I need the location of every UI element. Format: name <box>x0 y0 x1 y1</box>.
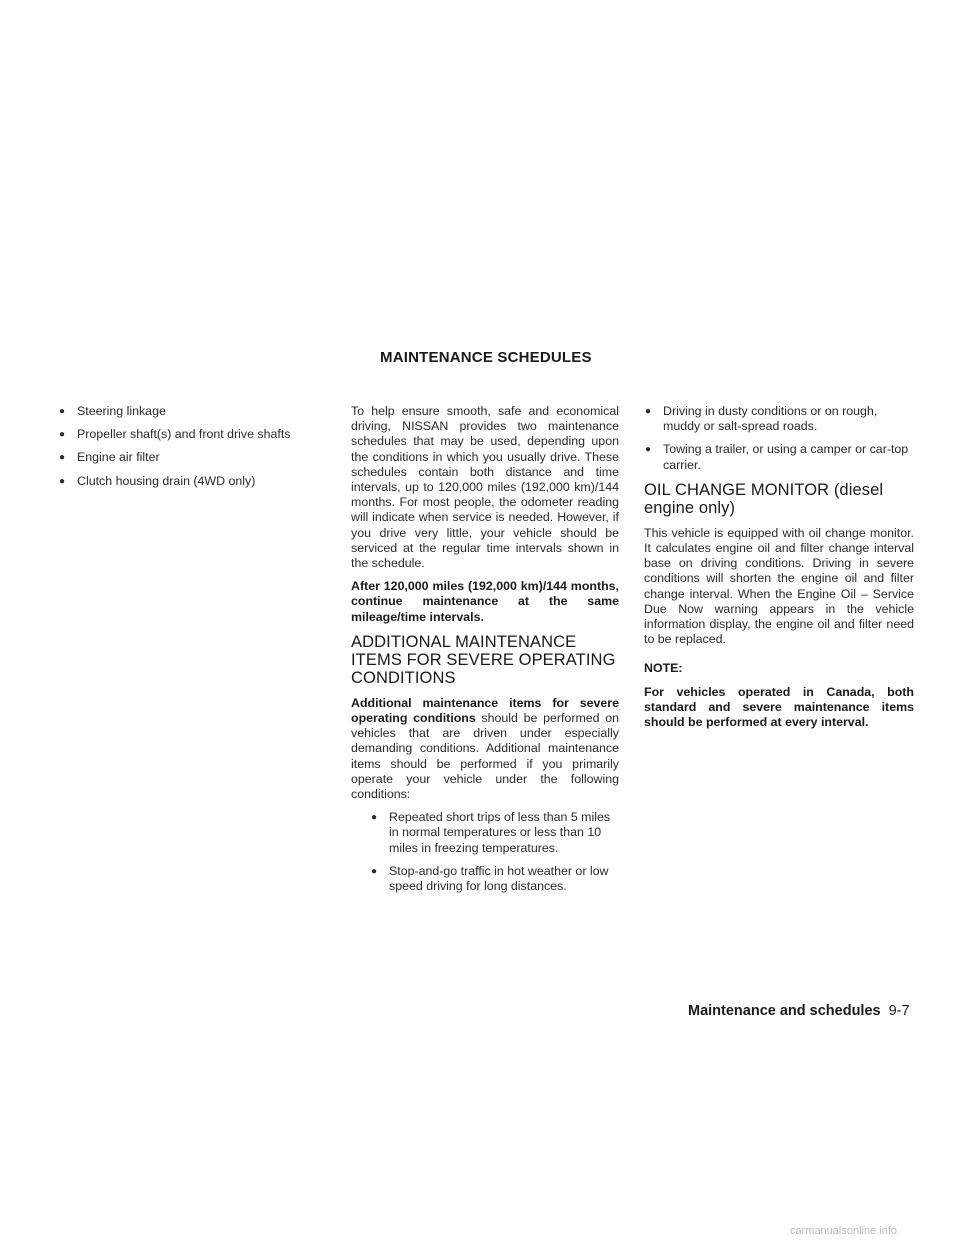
page-number: 9-7 <box>888 1003 910 1019</box>
page-footer <box>688 1003 910 1019</box>
list-item: ● Engine air filter <box>58 450 328 465</box>
bullet-list-col1 <box>58 404 328 489</box>
additional-items-lead: Additional maintenance items for severe operating conditions <box>351 695 619 726</box>
list-item: ● Clutch housing drain (4WD only) <box>58 474 328 489</box>
watermark: carmanualsonline.info <box>790 1225 898 1237</box>
intro-paragraph: To help ensure smooth, safe and economical driving, NISSAN provides two maintenance schedules that may be used, depending upon the conditions in which you usually drive. These schedules contain both distance and time intervals, up to 120,000 miles (192,000 km)/144 months. For most people, the odometer reading will indicate when service is needed. However, if you drive very little, your vehicle should be serviced at the regular time intervals shown in the schedule. <box>351 404 619 571</box>
footer-chapter: Maintenance and schedules <box>688 1003 881 1019</box>
list-item: ● Driving in dusty conditions or on rough, muddy or salt-spread roads. <box>644 404 914 434</box>
note-label: NOTE: <box>644 661 683 676</box>
additional-items-rest: should be performed on vehicles that are driven under especially demanding conditions. Additional maintenance items should be performed if you primarily operate your vehicle under the following conditions: <box>351 711 619 802</box>
list-item: ● Repeated short trips of less than 5 miles in normal temperatures or less than 10 miles in freezing temperatures. <box>370 810 619 856</box>
after-interval-note: After 120,000 miles (192,000 km)/144 months, continue maintenance at the same mileage/time intervals. <box>351 579 619 624</box>
note-text: For vehicles operated in Canada, both standard and severe maintenance items should be performed at every interval. <box>644 684 914 730</box>
list-item: ● Propeller shaft(s) and front drive shafts <box>58 427 328 442</box>
oil-change-monitor-heading: OIL CHANGE MONITOR (diesel engine only) <box>644 480 884 517</box>
list-item: ● Steering linkage <box>58 404 328 419</box>
bullet-list-col2 <box>351 810 619 894</box>
list-item: ● Towing a trailer, or using a camper or car-top carrier. <box>644 442 914 472</box>
oil-change-monitor-body: This vehicle is equipped with oil change monitor. It calculates engine oil and filter change interval base on driving conditions. Driving in severe conditions will shorten the engine oil and filter change interval. When the Engine Oil – Service Due Now warning appears in the vehicle information display, the engine oil and filter need to be replaced. <box>644 525 914 647</box>
additional-items-paragraph <box>351 696 619 802</box>
severe-conditions-heading: ADDITIONAL MAINTENANCE ITEMS FOR SEVERE OPERATING CONDITIONS <box>351 632 616 687</box>
list-item: ● Stop-and-go traffic in hot weather or low speed driving for long distances. <box>370 864 619 894</box>
column-1 <box>58 404 328 497</box>
column-3 <box>644 404 914 738</box>
column-2 <box>351 404 619 902</box>
section-title: MAINTENANCE SCHEDULES <box>380 349 592 366</box>
bullet-list-col3 <box>644 404 914 473</box>
